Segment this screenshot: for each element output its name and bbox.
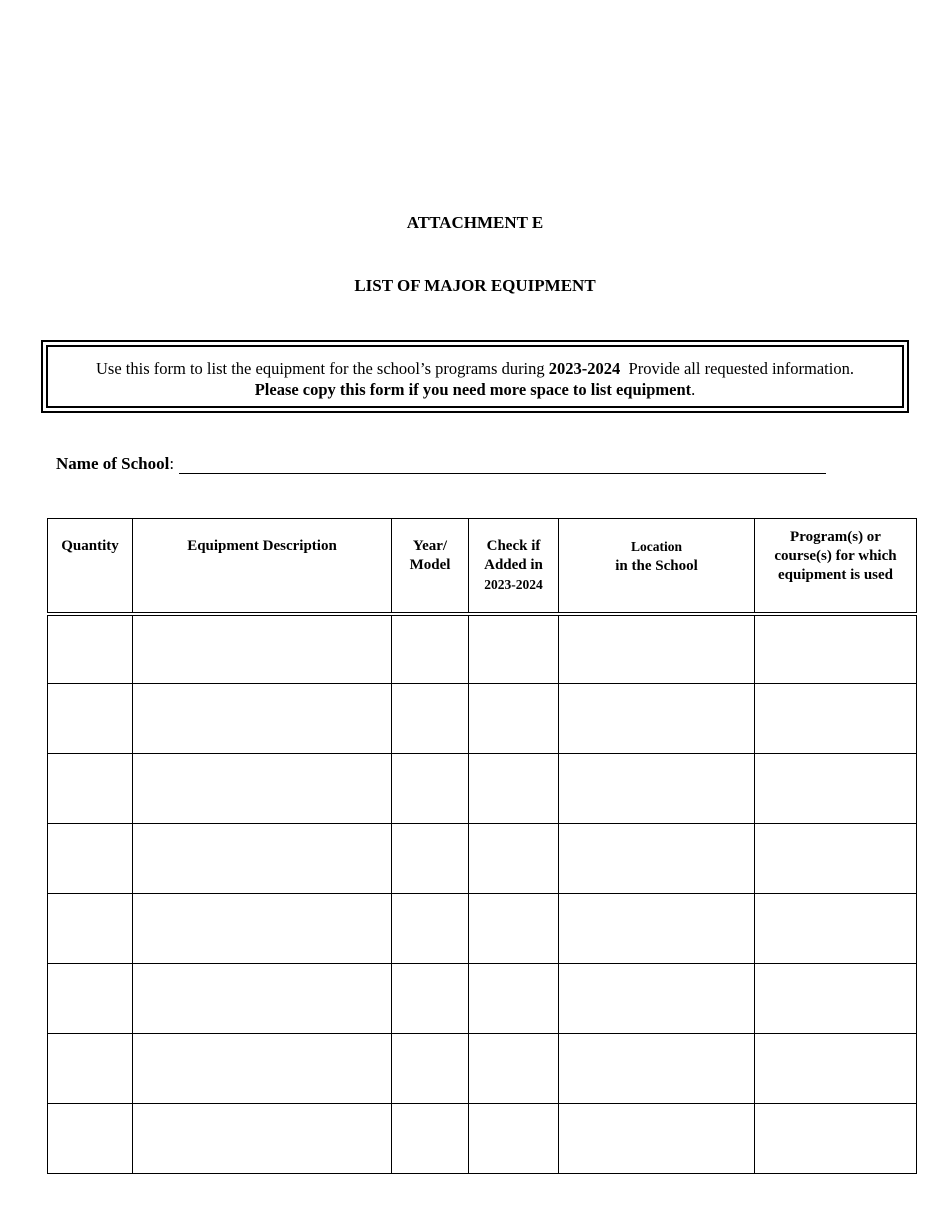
col-year-model-header: Year/ Model (392, 519, 469, 614)
description-cell[interactable] (133, 824, 392, 894)
description-cell[interactable] (133, 964, 392, 1034)
program-cell[interactable] (755, 894, 917, 964)
equipment-table (47, 518, 917, 1174)
program-cell[interactable] (755, 1104, 917, 1174)
table-row (48, 964, 917, 1034)
table-row (48, 754, 917, 824)
description-cell[interactable] (133, 1104, 392, 1174)
program-cell[interactable] (755, 684, 917, 754)
table-row (48, 684, 917, 754)
year-model-cell[interactable] (392, 1104, 469, 1174)
quantity-cell[interactable] (48, 684, 133, 754)
copy-instruction-end: . (691, 380, 696, 399)
check-added-cell[interactable] (469, 614, 559, 684)
quantity-cell[interactable] (48, 1104, 133, 1174)
quantity-cell[interactable] (48, 964, 133, 1034)
year-model-cell[interactable] (392, 894, 469, 964)
attachment-label: ATTACHMENT E (406, 213, 544, 232)
year-model-cell[interactable] (392, 1034, 469, 1104)
col-location-header: Location in the School (559, 519, 755, 614)
program-cell[interactable] (755, 614, 917, 684)
page-title: LIST OF MAJOR EQUIPMENT (354, 276, 596, 295)
location-cell[interactable] (559, 614, 755, 684)
year-model-cell[interactable] (392, 824, 469, 894)
year-model-cell[interactable] (392, 754, 469, 824)
check-added-cell[interactable] (469, 964, 559, 1034)
description-cell[interactable] (133, 684, 392, 754)
instructions-text (46, 345, 904, 408)
quantity-cell[interactable] (48, 894, 133, 964)
location-cell[interactable] (559, 1034, 755, 1104)
school-name-colon: : (169, 454, 175, 473)
col-description-header: Equipment Description (133, 519, 392, 614)
year-model-cell[interactable] (392, 614, 469, 684)
instructions-year: 2023-2024 (548, 359, 621, 378)
description-cell[interactable] (133, 1034, 392, 1104)
location-cell[interactable] (559, 824, 755, 894)
school-name-label: Name of School (56, 454, 170, 473)
quantity-cell[interactable] (48, 824, 133, 894)
program-cell[interactable] (755, 824, 917, 894)
program-cell[interactable] (755, 1034, 917, 1104)
quantity-cell[interactable] (48, 614, 133, 684)
check-added-cell[interactable] (469, 1034, 559, 1104)
table-row (48, 1104, 917, 1174)
check-added-cell[interactable] (469, 1104, 559, 1174)
school-name-field[interactable] (179, 455, 826, 474)
instructions-box (41, 340, 909, 413)
year-model-cell[interactable] (392, 684, 469, 754)
check-added-cell[interactable] (469, 754, 559, 824)
program-cell[interactable] (755, 754, 917, 824)
year-model-cell[interactable] (392, 964, 469, 1034)
quantity-cell[interactable] (48, 754, 133, 824)
table-row (48, 824, 917, 894)
table-row (48, 614, 917, 684)
instructions-prefix: Use this form to list the equipment for the school’s programs during (96, 359, 549, 378)
col-program-header: Program(s) or course(s) for which equipment is used (755, 519, 917, 614)
location-cell[interactable] (559, 1104, 755, 1174)
location-cell[interactable] (559, 894, 755, 964)
quantity-cell[interactable] (48, 1034, 133, 1104)
check-added-cell[interactable] (469, 684, 559, 754)
description-cell[interactable] (133, 754, 392, 824)
program-cell[interactable] (755, 964, 917, 1034)
description-cell[interactable] (133, 614, 392, 684)
check-added-cell[interactable] (469, 894, 559, 964)
check-added-cell[interactable] (469, 824, 559, 894)
table-header-row (48, 519, 917, 614)
school-name-row (56, 454, 846, 474)
instructions-suffix: Provide all requested information. (620, 359, 854, 378)
location-cell[interactable] (559, 754, 755, 824)
location-cell[interactable] (559, 964, 755, 1034)
description-cell[interactable] (133, 894, 392, 964)
location-cell[interactable] (559, 684, 755, 754)
table-row (48, 1034, 917, 1104)
col-quantity-header: Quantity (48, 519, 133, 614)
copy-instruction: Please copy this form if you need more space to list equipment (254, 380, 692, 399)
table-row (48, 894, 917, 964)
col-check-added-header: Check if Added in 2023-2024 (469, 519, 559, 614)
